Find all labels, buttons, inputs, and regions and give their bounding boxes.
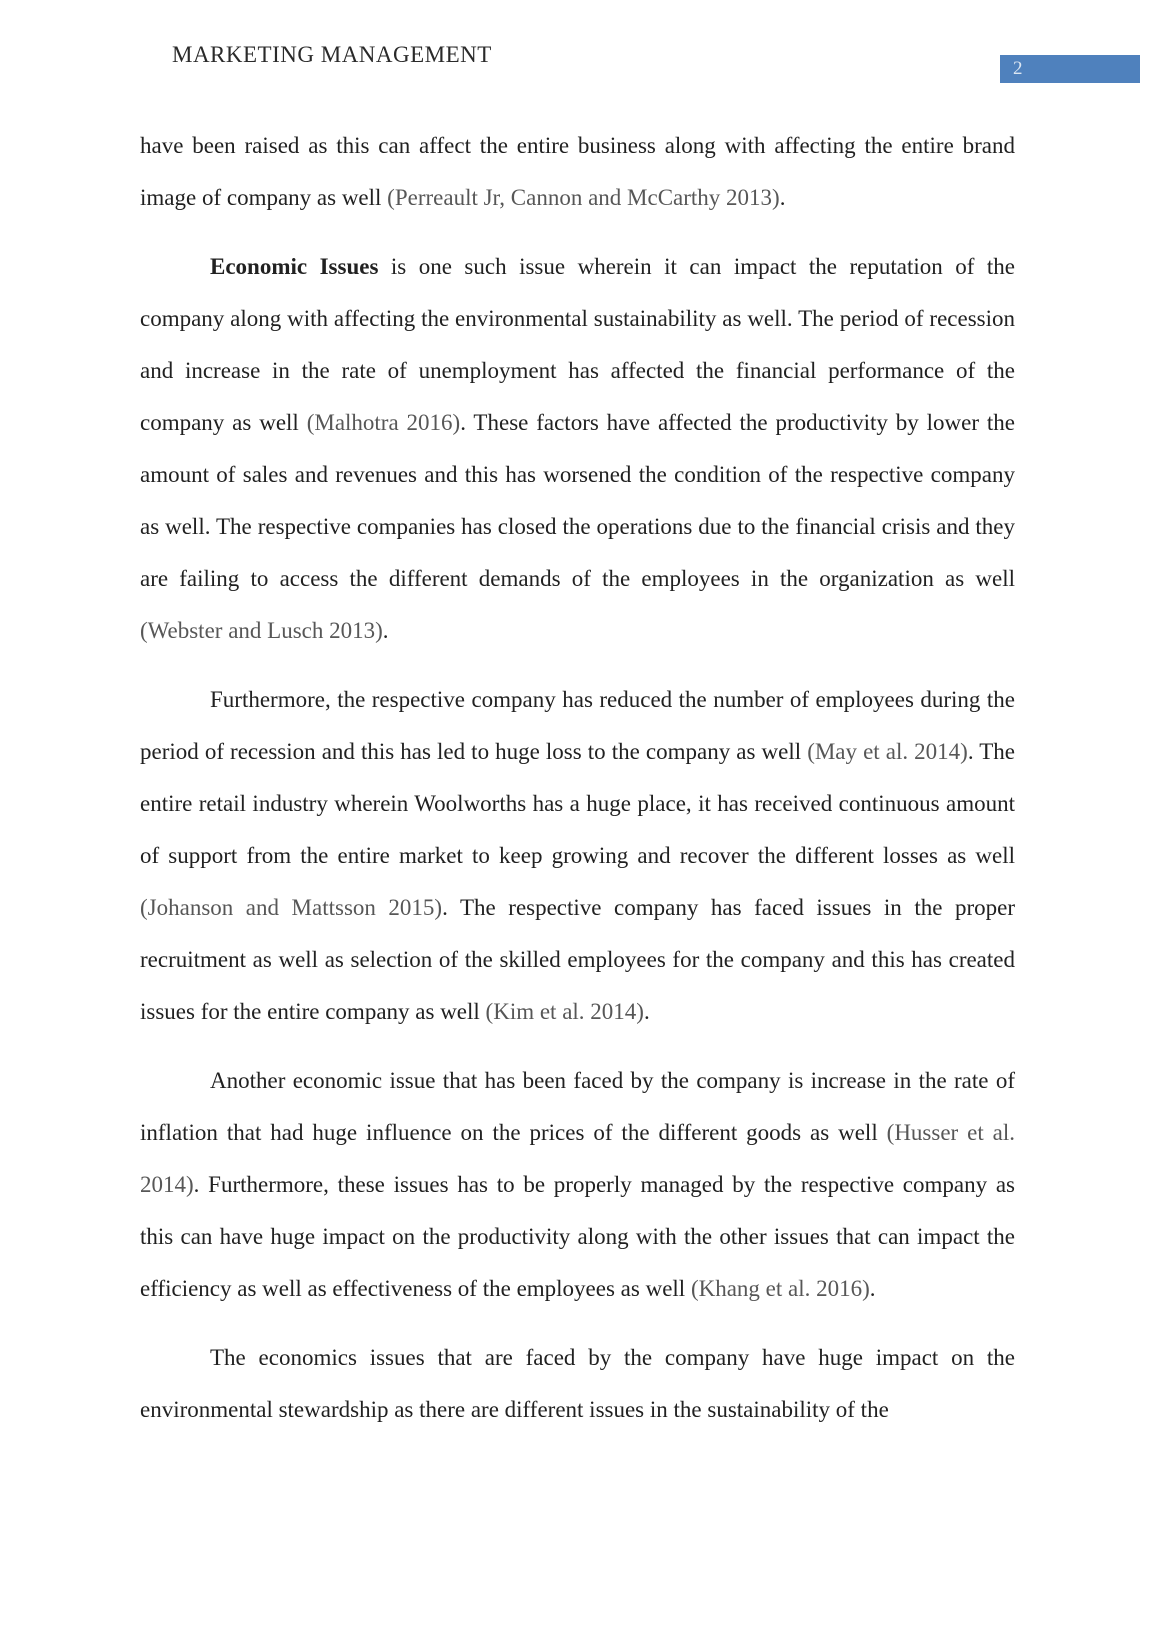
text-run: have been raised as this can affect the entire business along with affecting the entire brand image of company as well [140, 133, 1015, 210]
paragraph-1 [140, 120, 1015, 224]
page-number: 2 [1013, 58, 1023, 79]
text-run: . Furthermore, these issues has to be properly managed by the respective company as this can have huge impact on the productivity along with the other issues that can impact the efficiency as well as effectiveness of the employees as well [140, 1172, 1015, 1301]
citation: (May et al. 2014) [807, 739, 968, 764]
paragraph-4 [140, 1055, 1015, 1315]
text-run: . [869, 1276, 876, 1301]
text-run: Economic Issues [210, 254, 379, 279]
document-body [140, 120, 1015, 1453]
text-run: . [779, 185, 786, 210]
page-number-box [1000, 55, 1140, 83]
citation: (Webster and Lusch 2013) [140, 618, 383, 643]
text-run: Furthermore, the respective company has reduced the number of employees during the period of recession and this has led to huge loss to the company as well [140, 687, 1015, 764]
citation: (Kim et al. 2014) [485, 999, 644, 1024]
text-run: The economics issues that are faced by the company have huge impact on the environmental stewardship as there are different issues in the sustainability of the [140, 1345, 1015, 1422]
text-run: . The entire retail industry wherein Woolworths has a huge place, it has received continuous amount of support from the entire market to keep growing and recover the different losses as well [140, 739, 1015, 868]
text-run: . These factors have affected the productivity by lower the amount of sales and revenues and this has worsened the condition of the respective company as well. The respective companies has closed the operations due to the financial crisis and they are failing to access the different demands of the employees in the organization as well [140, 410, 1015, 591]
text-run: . The respective company has faced issues in the proper recruitment as well as selection of the skilled employees for the company and this has created issues for the entire company as well [140, 895, 1015, 1024]
citation: (Perreault Jr, Cannon and McCarthy 2013) [387, 185, 780, 210]
citation: (Husser et al. 2014) [140, 1120, 1015, 1197]
citation: (Khang et al. 2016) [690, 1276, 870, 1301]
text-run: . [643, 999, 650, 1024]
text-run: Another economic issue that has been faced by the company is increase in the rate of inflation that had huge influence on the prices of the different goods as well [140, 1068, 1015, 1145]
paragraph-5 [140, 1332, 1015, 1436]
citation: (Malhotra 2016) [306, 410, 461, 435]
citation: (Johanson and Mattsson 2015) [140, 895, 443, 920]
running-header-title: MARKETING MANAGEMENT [172, 42, 492, 67]
text-run: . [382, 618, 389, 643]
text-run: is one such issue wherein it can impact the reputation of the company along with affecting the environmental sustainability as well. The period of recession and increase in the rate of unemployment has affected the financial performance of the company as well [140, 254, 1015, 435]
paragraph-3 [140, 674, 1015, 1038]
paragraph-2 [140, 241, 1015, 657]
